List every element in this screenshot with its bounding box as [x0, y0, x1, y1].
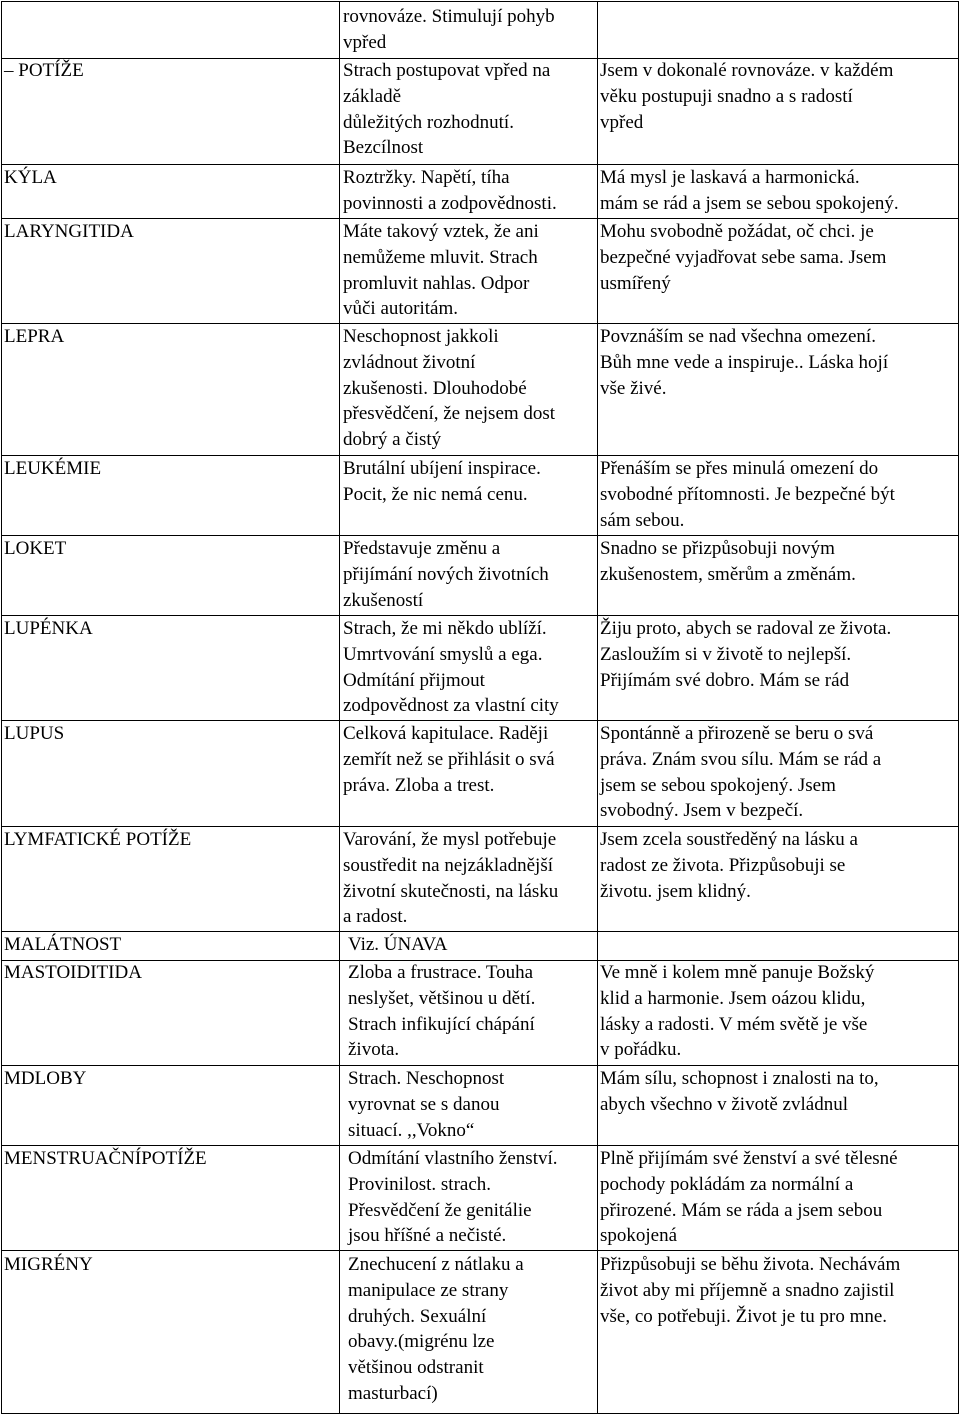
affirmation-line: spokojená	[600, 1225, 678, 1247]
affirmation-line: svobodné přítomnosti. Je bezpečné být	[600, 483, 895, 505]
affirmation-line: Bůh mne vede a inspiruje.. Láska hojí	[600, 351, 889, 373]
table-column-border	[339, 1, 340, 1414]
condition-cell	[4, 1252, 93, 1278]
condition-name: LEUKÉMIE	[4, 458, 102, 479]
condition-cell	[4, 1146, 207, 1172]
affirmation-line: vše živé.	[600, 377, 667, 399]
affirmation-line: Jsem v dokonalé rovnováze. v každém	[600, 60, 894, 81]
cause-line: zkušeností	[343, 589, 424, 611]
cause-line: vyrovnat se s danou	[348, 1093, 500, 1115]
condition-cell	[4, 219, 134, 245]
affirmation-line: v pořádku.	[600, 1039, 682, 1061]
affirmation-line: klid a harmonie. Jsem oázou klidu,	[600, 987, 866, 1009]
affirmation-line: práva. Znám svou sílu. Mám se rád a	[600, 748, 882, 770]
cause-cell	[348, 960, 535, 1063]
cause-line: Odmítání přijmout	[343, 669, 485, 691]
cause-line: života.	[348, 1039, 400, 1061]
affirmation-line: Mám sílu, schopnost i znalosti na to,	[600, 1068, 879, 1089]
affirmation-line: Žiju proto, abych se radoval ze života.	[600, 618, 892, 639]
condition-name: LEPRA	[4, 326, 65, 347]
condition-cell	[4, 932, 121, 958]
affirmation-cell	[600, 721, 881, 824]
cause-line: Neschopnost jakkoli	[343, 326, 499, 347]
condition-cell	[4, 456, 101, 482]
cause-line: zkušenosti. Dlouhodobé	[343, 377, 527, 399]
cause-line: dobrý a čistý	[343, 429, 442, 451]
affirmation-line: Plně přijímám své ženství a své tělesné	[600, 1148, 898, 1169]
condition-cell	[4, 324, 64, 350]
affirmation-cell	[600, 165, 899, 217]
cause-cell	[348, 1252, 524, 1407]
condition-cell	[4, 1066, 86, 1092]
cause-line: nemůžeme mluvit. Strach	[343, 246, 538, 268]
affirmation-cell	[600, 1066, 879, 1118]
affirmation-cell	[600, 219, 886, 296]
affirmation-line: usmířený	[600, 272, 671, 294]
cause-line: Celková kapitulace. Raději	[343, 723, 549, 744]
cause-cell	[343, 219, 539, 322]
affirmation-line: jsem se sebou spokojený. Jsem	[600, 774, 836, 796]
cause-cell	[348, 932, 448, 958]
affirmation-line: Přenáším se přes minulá omezení do	[600, 458, 879, 479]
affirmation-cell	[600, 1252, 900, 1329]
affirmation-line: zkušenostem, směrům a změnám.	[600, 563, 856, 585]
affirmation-line: Ve mně i kolem mně panuje Božský	[600, 962, 875, 983]
cause-line: zvládnout životní	[343, 351, 476, 373]
cause-line: důležitých rozhodnutí.	[343, 111, 514, 133]
cause-cell	[343, 827, 558, 930]
affirmation-cell	[600, 960, 874, 1063]
cause-line: Přesvědčení že genitálie	[348, 1199, 532, 1221]
cause-line: Bezcílnost	[343, 137, 424, 159]
affirmation-line: Zasloužím si v životě to nejlepší.	[600, 643, 852, 665]
affirmation-line: mám se rád a jsem se sebou spokojený.	[600, 192, 899, 214]
cause-cell	[348, 1066, 504, 1143]
cause-line: Brutální ubíjení inspirace.	[343, 458, 541, 479]
cause-line: Strach postupovat vpřed na	[343, 60, 551, 81]
cause-line: práva. Zloba a trest.	[343, 774, 495, 796]
affirmation-line: vpřed	[600, 111, 644, 133]
condition-name: LUPUS	[4, 723, 65, 744]
cause-line: masturbací)	[348, 1382, 438, 1404]
affirmation-cell	[600, 536, 856, 588]
cause-cell	[343, 4, 555, 56]
cause-cell	[343, 58, 550, 161]
affirmation-line: Jsem zcela soustředěný na lásku a	[600, 829, 858, 850]
table-row-border	[1, 931, 958, 932]
condition-name: MDLOBY	[4, 1068, 87, 1089]
condition-name: MASTOIDITIDA	[4, 962, 142, 983]
affirmation-line: věku postupuji snadno a s radostí	[600, 85, 853, 107]
condition-name: LYMFATICKÉ POTÍŽE	[4, 829, 192, 850]
condition-name: LOKET	[4, 538, 67, 559]
cause-line: manipulace ze strany	[348, 1279, 509, 1301]
cause-line: zemřít než se přihlásit o svá	[343, 748, 555, 770]
affirmation-line: život aby mi příjemně a snadno zajistil	[600, 1279, 895, 1301]
cause-cell	[343, 456, 541, 508]
affirmation-line: svobodný. Jsem v bezpečí.	[600, 800, 804, 822]
affirmation-cell	[600, 324, 888, 401]
table-column-border	[597, 1, 598, 1414]
cause-line: Strach. Neschopnost	[348, 1068, 505, 1089]
cause-line: Máte takový vztek, že ani	[343, 221, 539, 242]
cause-line: Viz. ÚNAVA	[348, 934, 448, 955]
cause-cell	[348, 1146, 558, 1249]
cause-line: přesvědčení, že nejsem dost	[343, 403, 556, 425]
affirmation-line: abych všechno v životě zvládnul	[600, 1093, 848, 1115]
affirmation-line: radost ze života. Přizpůsobuji se	[600, 854, 846, 876]
condition-cell	[4, 960, 142, 986]
affirmation-line: Přijímám své dobro. Mám se rád	[600, 669, 850, 691]
cause-line: Umrtvování smyslů a ega.	[343, 643, 543, 665]
cause-line: promluvit nahlas. Odpor	[343, 272, 530, 294]
condition-name: LUPÉNKA	[4, 618, 93, 639]
cause-line: Strach infikující chápání	[348, 1013, 535, 1035]
condition-cell	[4, 58, 84, 84]
cause-line: základě	[343, 85, 402, 107]
cause-line: zodpovědnost za vlastní city	[343, 695, 559, 717]
cause-line: vůči autoritám.	[343, 298, 459, 320]
affirmation-line: bezpečné vyjadřovat sebe sama. Jsem	[600, 246, 887, 268]
condition-cell	[4, 616, 93, 642]
condition-cell	[4, 165, 57, 191]
affirmation-line: životu. jsem klidný.	[600, 880, 751, 902]
cause-cell	[343, 616, 559, 719]
cause-cell	[343, 165, 557, 217]
condition-cell	[4, 827, 191, 853]
affirmation-cell	[600, 616, 891, 693]
cause-line: Roztržky. Napětí, tíha	[343, 167, 510, 188]
cause-line: situací. ,,Vokno“	[348, 1119, 475, 1141]
affirmation-line: Snadno se přizpůsobuji novým	[600, 538, 835, 559]
cause-cell	[343, 721, 555, 798]
cause-line: povinnosti a zodpovědnosti.	[343, 192, 557, 214]
table-row-border	[1, 1, 958, 2]
cause-line: Znechucení z nátlaku a	[348, 1254, 524, 1275]
condition-name: – POTÍŽE	[4, 60, 84, 81]
cause-cell	[343, 324, 555, 453]
cause-line: Strach, že mi někdo ublíží.	[343, 618, 547, 639]
affirmation-line: Spontánně a přirozeně se beru o svá	[600, 723, 874, 744]
affirmation-line: Mohu svobodně požádat, oč chci. je	[600, 221, 874, 242]
affirmation-line: Má mysl je laskavá a harmonická.	[600, 167, 860, 188]
condition-cell	[4, 721, 64, 747]
cause-line: rovnováze. Stimulují pohyb	[343, 6, 555, 27]
cause-line: přijímání nových životních	[343, 563, 549, 585]
cause-line: soustředit na nejzákladnější	[343, 854, 553, 876]
cause-line: Varování, že mysl potřebuje	[343, 829, 557, 850]
condition-name: MENSTRUAČNÍPOTÍŽE	[4, 1148, 207, 1169]
cause-line: Odmítání vlastního ženství.	[348, 1148, 558, 1169]
cause-line: Zloba a frustrace. Touha	[348, 962, 534, 983]
table-column-border	[958, 1, 959, 1414]
affirmation-cell	[600, 58, 893, 135]
affirmation-cell	[600, 827, 858, 904]
condition-name: LARYNGITIDA	[4, 221, 134, 242]
affirmation-cell	[600, 1146, 898, 1249]
affirmation-cell	[600, 456, 895, 533]
condition-name: MALÁTNOST	[4, 934, 122, 955]
affirmation-line: sám sebou.	[600, 509, 685, 531]
condition-cell	[4, 536, 66, 562]
affirmation-line: lásky a radosti. V mém světě je vše	[600, 1013, 868, 1035]
table-column-border	[1, 1, 2, 1414]
table-row-border	[1, 1250, 958, 1251]
cause-line: Představuje změnu a	[343, 538, 501, 559]
affirmation-line: vše, co potřebuji. Život je tu pro mne.	[600, 1305, 888, 1327]
cause-line: Pocit, že nic nemá cenu.	[343, 483, 528, 505]
cause-line: a radost.	[343, 906, 408, 928]
condition-name: KÝLA	[4, 167, 57, 188]
affirmation-line: přirozené. Mám se ráda a jsem sebou	[600, 1199, 883, 1221]
cause-line: jsou hříšné a nečisté.	[348, 1225, 507, 1247]
cause-line: vpřed	[343, 31, 387, 53]
cause-cell	[343, 536, 549, 613]
cause-line: neslyšet, většinou u dětí.	[348, 987, 536, 1009]
affirmation-line: Přizpůsobuji se běhu života. Nechávám	[600, 1254, 901, 1275]
affirmation-line: pochody pokládám za normální a	[600, 1173, 854, 1195]
cause-line: druhých. Sexuální	[348, 1305, 487, 1327]
cause-line: většinou odstranit	[348, 1357, 484, 1379]
table-row-border	[1, 1413, 958, 1414]
cause-line: Provinilost. strach.	[348, 1173, 492, 1195]
affirmation-line: Povznáším se nad všechna omezení.	[600, 326, 876, 347]
condition-name: MIGRÉNY	[4, 1254, 93, 1275]
cause-line: obavy.(migrénu lze	[348, 1331, 495, 1353]
cause-line: životní skutečnosti, na lásku	[343, 880, 559, 902]
